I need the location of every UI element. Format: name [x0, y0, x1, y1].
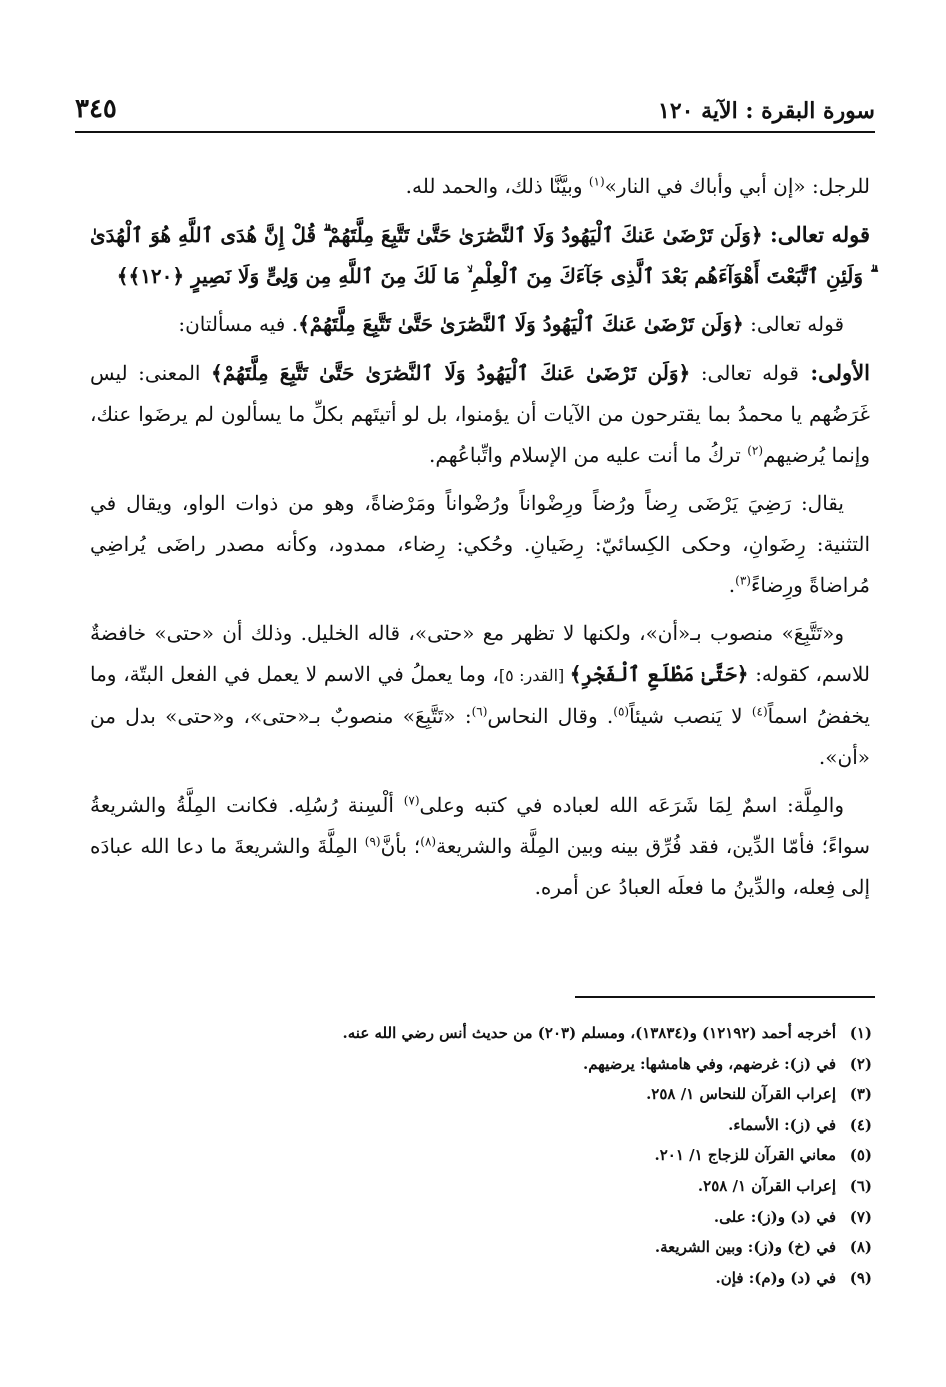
footnote-item: (٧) في (د) و(ز): على. [713, 1207, 872, 1226]
paragraph-7: والمِلَّة: اسمٌ لِمَا شَرَعَه الله لعباده في كتبه وعلى$^{(٧)}$ ألْسِنة رُسُلِه. فكانت المِلَّةُ والشريعةُ سواءً؛ فأمّا الدِّين، فقد فُرِّق بينه وبين المِلَّة والشريعة$^{(٨)}$؛ بأنَّ$^{(٩)}$ المِلَّةَ والشريعةَ ما دعا الله عبادَه إلى فِعله، والدِّينُ ما فعلَه العبادُ عن أمره. [90, 793, 871, 899]
footnote-ref: (١) [588, 174, 605, 189]
verse-lead: قوله تعالى: [762, 222, 870, 247]
footnote-ref: (٢) [747, 443, 764, 458]
paragraph-3: قوله تعالى: ﴿وَلَن تَرْضَىٰ عَنكَ ٱلْيَهُودُ وَلَا ٱلنَّصَٰرَىٰ حَتَّىٰ تَتَّبِعَ مِلَّتَهُمْ﴾. فيه مسألتان: [178, 312, 844, 336]
paragraph-1: للرجل: «إن أبي وأباك في النار»$^{(١)}$ وبيَّنَّا ذلك، والحمد لله. [405, 174, 870, 198]
footnote-ref: (٣) [735, 573, 751, 588]
verse-paragraph [90, 214, 870, 297]
quran-quote: ﴿وَلَن تَرْضَىٰ عَنكَ ٱلْيَهُودُ وَلَا ٱلنَّصَٰرَىٰ حَتَّىٰ تَتَّبِعَ مِلَّتَهُمْ﴾ [211, 361, 691, 385]
surah-title: سورة البقرة : الآية ١٢٠ [658, 98, 875, 124]
quran-verse: ﴿وَلَن تَرْضَىٰ عَنكَ ٱلْيَهُودُ وَلَا ٱلنَّصَٰرَىٰ حَتَّىٰ تَتَّبِعَ مِلَّتَهُمْ ۗ قُلْ إِنَّ هُدَى ٱللَّهِ هُوَ ٱلْهُدَىٰ ۗ وَلَئِنِ ٱتَّبَعْتَ أَهْوَآءَهُم بَعْدَ ٱلَّذِى جَآءَكَ مِنَ ٱلْعِلْمِ ۙ مَا لَكَ مِنَ ٱللَّهِ مِن وَلِىٍّ وَلَا نَصِيرٍ ﴿١٢٠﴾﴾ [90, 223, 870, 288]
footnote-ref: (٦) [471, 704, 488, 719]
footnote-ref: (٨) [420, 834, 437, 849]
verse-reference: [القدر: ٥] [498, 666, 570, 685]
footnote-item: (٢) في (ز): غرضهم، وفي هامشها: يرضيهم. [582, 1054, 872, 1073]
footnote-item: (٣) إعراب القرآن للنحاس ١/ ٢٥٨. [646, 1085, 872, 1104]
paragraph-4: الأولى: قوله تعالى: ﴿وَلَن تَرْضَىٰ عَنكَ ٱلْيَهُودُ وَلَا ٱلنَّصَٰرَىٰ حَتَّىٰ تَتَّبِعَ مِلَّتَهُمْ﴾ المعنى: ليس غَرَضُهم يا محمدُ بما يقترحون من الآيات أن يؤمنوا، بل لو أتيتَهم بكلِّ ما يسألون لم يرضَوا عنك، وإنما يُرضيهم$^{(٢)}$ تركُ ما أنت عليه من الإسلام واتِّباعُهم. [90, 360, 870, 467]
footnote-item: (٦) إعراب القرآن ١/ ٢٥٨. [697, 1176, 872, 1195]
quran-quote: ﴿حَتَّىٰ مَطْلَعِ ٱلْفَجْرِ﴾ [569, 662, 749, 686]
footnote-ref: (٥) [613, 704, 630, 719]
main-text [90, 166, 870, 915]
footnote-item: (١) أخرجه أحمد (١٢١٩٢) و(١٣٨٣٤)، ومسلم (٢٠٣) من حديث أنس رضي الله عنه. [342, 1024, 872, 1042]
footnote-item: (٨) في (خ) و(ز): وبين الشريعة. [654, 1238, 872, 1257]
footnote-item: (٤) في (ز): الأسماء. [728, 1115, 872, 1134]
paragraph-6: و«تَتَّبِعَ» منصوب بـ«أن»، ولكنها لا تظهر مع «حتى»، قاله الخليل. وذلك أن «حتى» خافضةٌ للاسم، كقوله: ﴿حَتَّىٰ مَطْلَعِ ٱلْفَجْرِ﴾ [القدر: ٥]، وما يعملُ في الاسم لا يعمل في الفعل البتّة، وما يخفضُ اسماً$^{(٤)}$ لا يَنصب شيئاً$^{(٥)}$. وقال النحاس$^{(٦)}$: «تَتَّبِعَ» منصوبٌ بـ«حتى»، و«حتى» بدل من «أن». [90, 621, 870, 769]
footnotes [160, 1018, 872, 1293]
footnote-item: (٥) معاني القرآن للزجاج ١/ ٢٠١. [654, 1146, 872, 1165]
footnote-ref: (٩) [364, 834, 381, 849]
quran-quote: ﴿وَلَن تَرْضَىٰ عَنكَ ٱلْيَهُودُ وَلَا ٱلنَّصَٰرَىٰ حَتَّىٰ تَتَّبِعَ مِلَّتَهُمْ﴾ [298, 312, 744, 336]
footnote-ref: (٧) [403, 793, 420, 808]
footnote-item: (٩) في (د) و(م): فإن. [715, 1268, 872, 1287]
footnote-divider [575, 996, 875, 998]
page-header [75, 88, 875, 124]
issue-heading: الأولى: [798, 360, 870, 385]
header-divider [75, 131, 875, 133]
paragraph-5: يقال: رَضِيَ يَرْضَى رِضاً ورُضاً ورِضْواناً ورُضْواناً ومَرْضاةً، وهو من ذوات الواو، ويقال في التثنية: رِضَوانِ، وحكى الكِسائيّ: رِضَيانِ. وحُكي: رِضاء، ممدود، وكأنه مصدر راضَى يُراضِي مُراضاةً ورِضاءً$^{(٣)}$. [90, 491, 870, 597]
page-number: ٣٤٥ [75, 94, 117, 124]
footnote-ref: (٤) [751, 704, 768, 719]
